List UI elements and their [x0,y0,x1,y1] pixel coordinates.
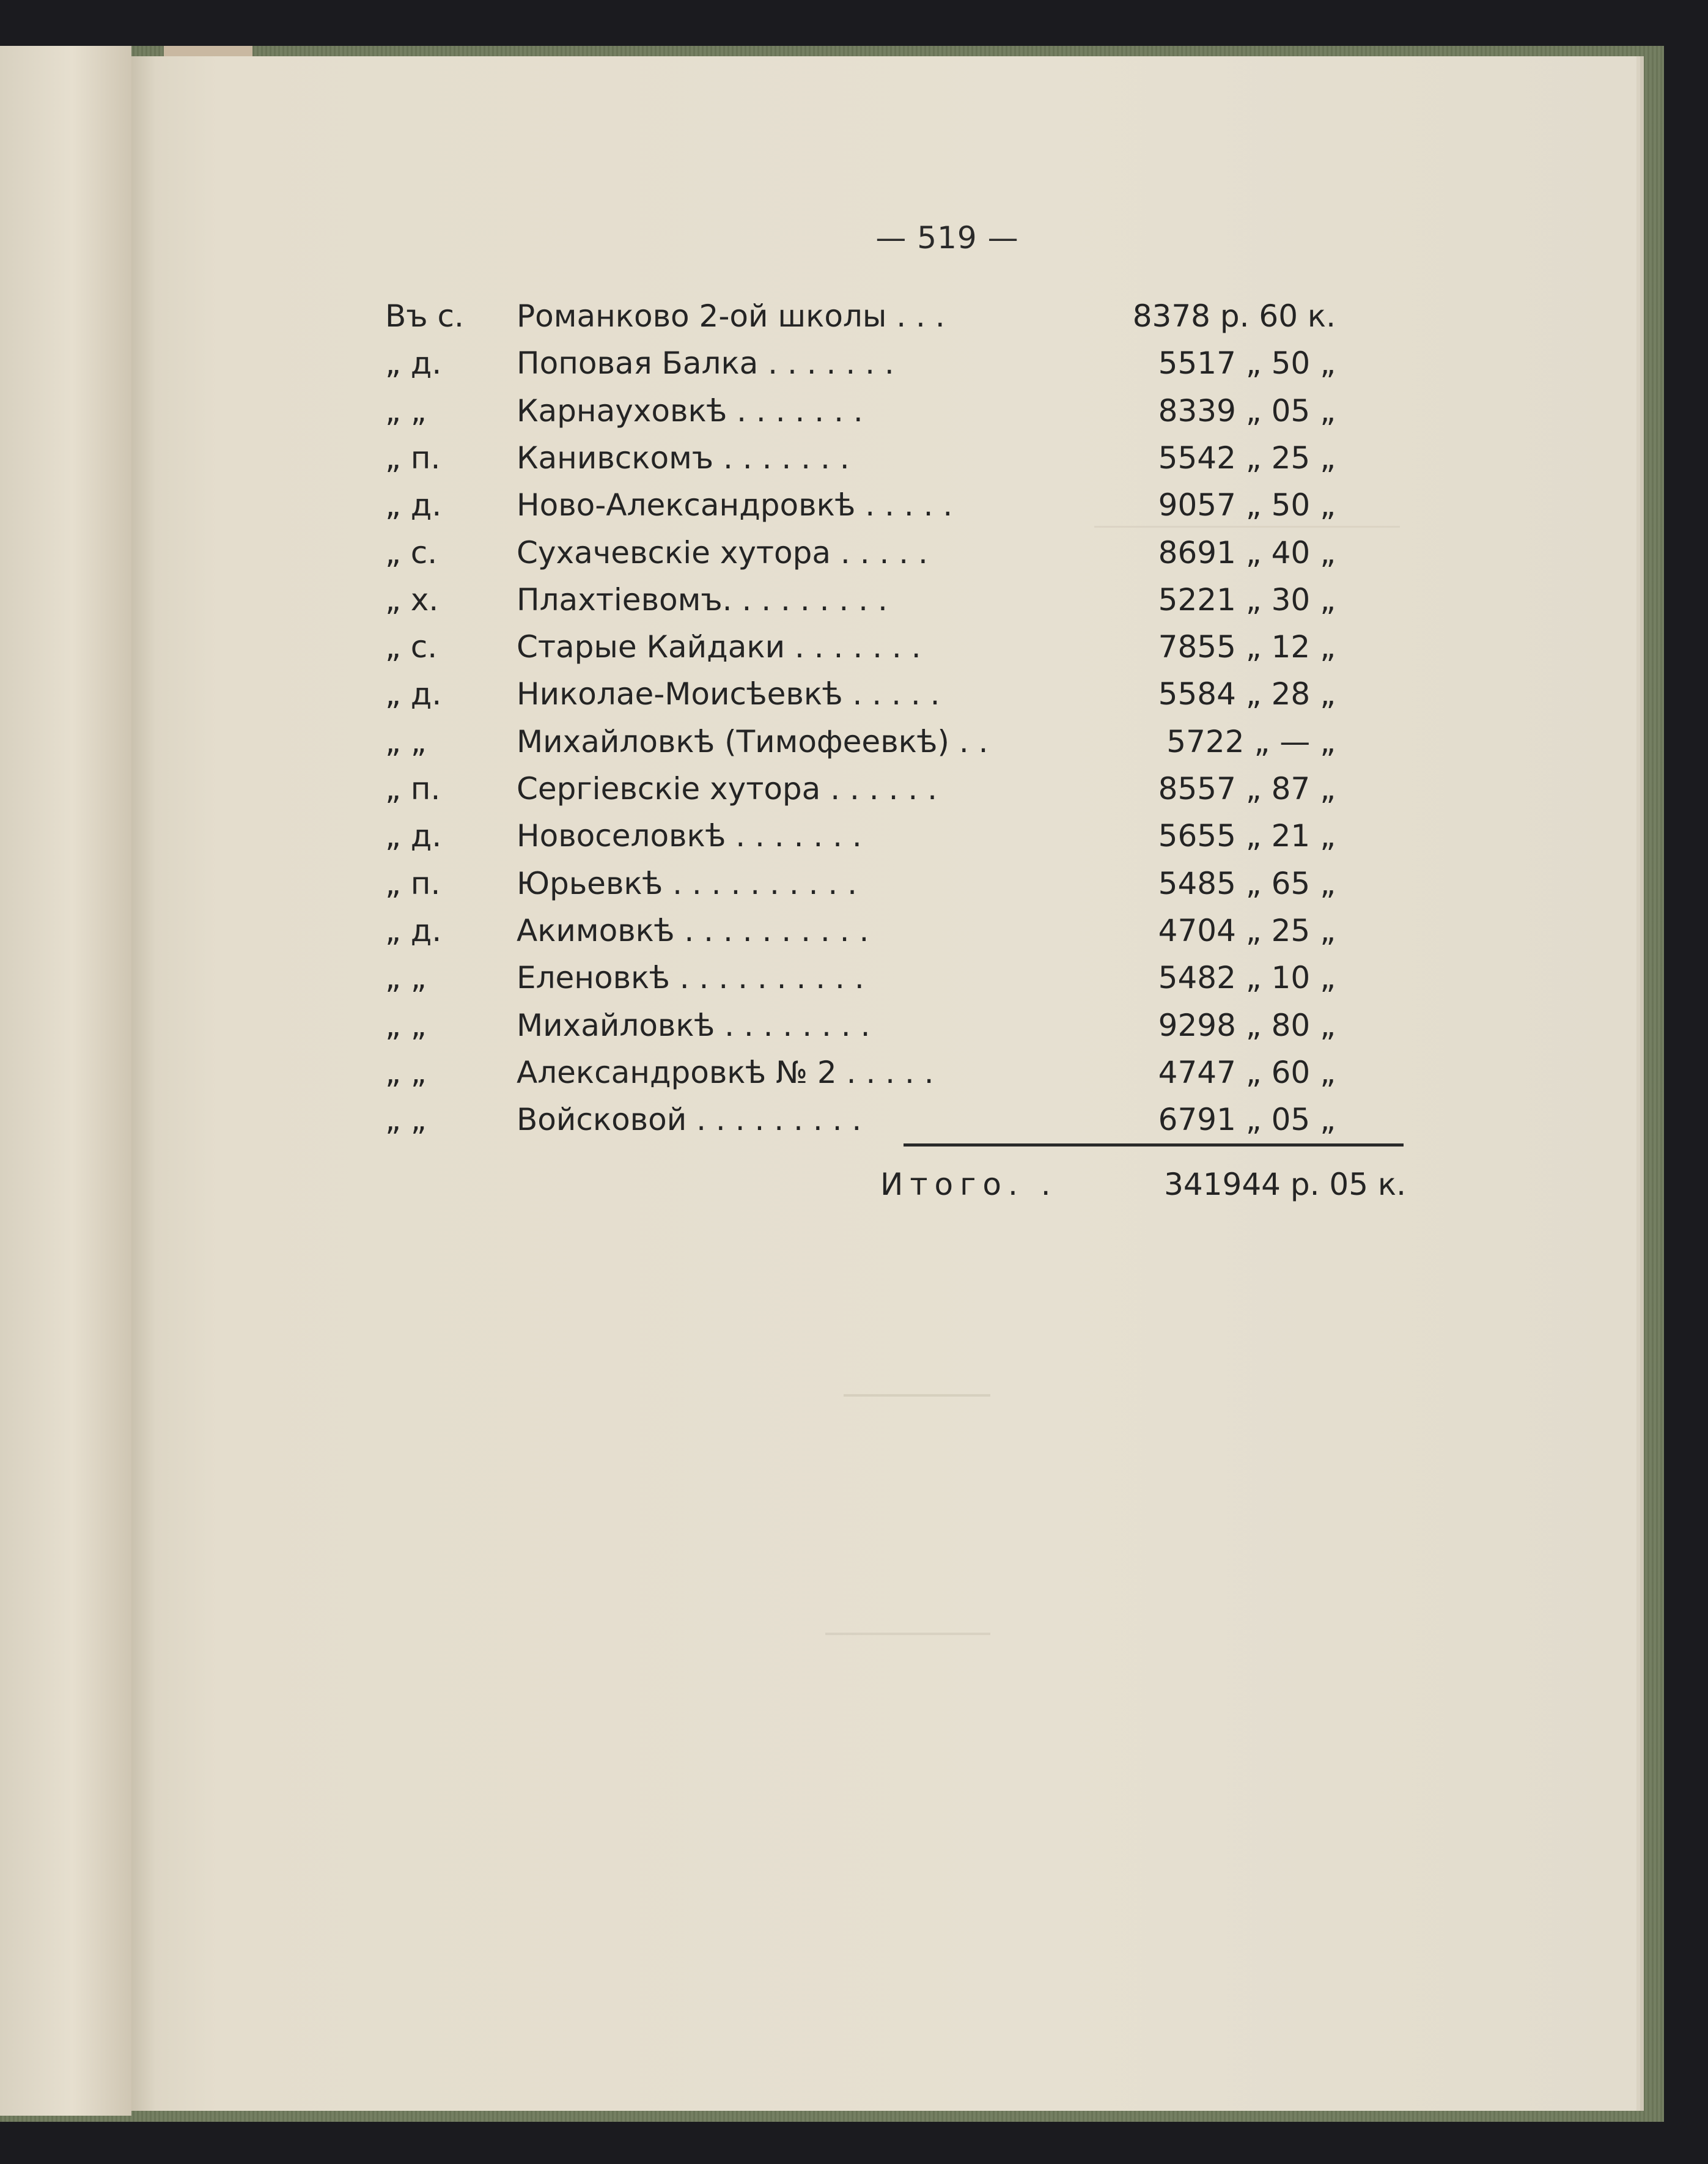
locality-prefix: „ д. [385,345,442,381]
total-row [880,1167,1406,1207]
ledger-row [385,724,1400,764]
ledger-row [385,960,1400,1000]
amount: 5722 „ — „ [1166,724,1336,759]
locality-prefix: „ п. [385,771,441,807]
place-name: Романково 2-ой школы . . . [517,298,945,334]
amount: 4704 „ 25 „ [1158,913,1336,948]
ledger-row [385,1055,1400,1095]
ledger-row [385,818,1400,859]
place-name: Новоселовкѣ . . . . . . . [517,818,862,854]
place-name: Канивскомъ . . . . . . . [517,440,850,476]
locality-prefix: „ с. [385,629,438,665]
amount: 6791 „ 05 „ [1158,1102,1336,1137]
place-name: Поповая Балка . . . . . . . [517,345,894,381]
amount: 8557 „ 87 „ [1158,771,1336,807]
locality-prefix: „ д. [385,818,442,854]
ledger-row [385,629,1400,670]
locality-prefix: „ д. [385,913,442,948]
amount: 7855 „ 12 „ [1158,629,1336,665]
locality-prefix: „ п. [385,440,441,476]
ledger-row [385,771,1400,811]
locality-prefix: „ „ [385,960,427,995]
amount: 5517 „ 50 „ [1158,345,1336,381]
place-name: Ново-Александровкѣ . . . . . [517,487,953,523]
ledger-row [385,1008,1400,1048]
show-through-rule [825,1633,990,1635]
place-name: Николае-Моисѣевкѣ . . . . . [517,676,940,712]
ledger-row [385,913,1400,953]
place-name: Акимовкѣ . . . . . . . . . . [517,913,869,948]
amount: 8378 р. 60 к. [1132,298,1336,334]
ledger-row [385,440,1400,481]
locality-prefix: „ „ [385,1008,427,1043]
ledger-row [385,1102,1400,1142]
ledger-row [385,866,1400,906]
locality-prefix: „ д. [385,676,442,712]
amount: 5482 „ 10 „ [1158,960,1336,995]
amount: 5542 „ 25 „ [1158,440,1336,476]
ledger-row [385,345,1400,386]
locality-prefix: „ х. [385,582,439,618]
place-name: Юрьевкѣ . . . . . . . . . . [517,866,858,901]
locality-prefix: „ д. [385,487,442,523]
amount: 5485 „ 65 „ [1158,866,1336,901]
amount: 9298 „ 80 „ [1158,1008,1336,1043]
amount: 5221 „ 30 „ [1158,582,1336,618]
ledger-row [385,487,1400,528]
amount: 4747 „ 60 „ [1158,1055,1336,1090]
total-rule [904,1143,1404,1147]
ledger-row [385,582,1400,622]
ledger-row [385,298,1400,339]
place-name: Карнауховкѣ . . . . . . . [517,393,863,429]
place-name: Войсковой . . . . . . . . . [517,1102,862,1137]
ledger-row [385,393,1400,434]
locality-prefix: „ „ [385,1102,427,1137]
show-through-rule [844,1394,990,1397]
place-name: Сухачевскіе хутора . . . . . [517,535,928,571]
place-name: Старые Кайдаки . . . . . . . [517,629,921,665]
locality-prefix: „ „ [385,1055,427,1090]
place-name: Сергіевскіе хутора . . . . . . [517,771,938,807]
ledger-row [385,676,1400,717]
total-amount: 341944 р. 05 к. [1164,1167,1406,1202]
page-number: — 519 — [875,220,1019,256]
amount: 9057 „ 50 „ [1158,487,1336,523]
locality-prefix: „ п. [385,866,441,901]
locality-prefix: „ „ [385,724,427,759]
locality-prefix: Въ с. [385,298,464,334]
locality-prefix: „ с. [385,535,438,571]
amount: 5655 „ 21 „ [1158,818,1336,854]
place-name: Михайловкѣ . . . . . . . . [517,1008,871,1043]
place-name: Плахтіевомъ. . . . . . . . . [517,582,888,618]
amount: 5584 „ 28 „ [1158,676,1336,712]
amount: 8339 „ 05 „ [1158,393,1336,429]
place-name: Еленовкѣ . . . . . . . . . . [517,960,864,995]
place-name: Александровкѣ № 2 . . . . . [517,1055,934,1090]
amount: 8691 „ 40 „ [1158,535,1336,571]
ledger-row [385,535,1400,575]
total-label: Итого. . [880,1167,1058,1202]
place-name: Михайловкѣ (Тимофеевкѣ) . . [517,724,988,759]
locality-prefix: „ „ [385,393,427,429]
left-page-edge [0,46,131,2116]
